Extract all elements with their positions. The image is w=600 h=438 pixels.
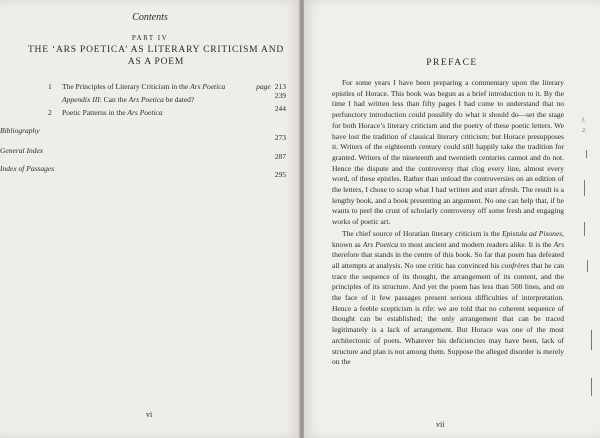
part-label: PART IV — [131, 34, 169, 42]
preface-body — [332, 78, 564, 368]
margin-note: 2. — [582, 128, 587, 134]
paragraph — [332, 229, 564, 368]
toc-entry-title: Index of Passages — [0, 164, 55, 173]
toc-entry — [48, 91, 286, 107]
toc-entry — [48, 104, 286, 120]
toc-entry-page-number: 239 — [274, 91, 286, 100]
toc-entry-page-number: 213 — [274, 82, 286, 91]
toc-entry-title-italic: Ars Poetica — [190, 82, 226, 91]
italic-run: Epistula ad Pisones — [502, 228, 563, 238]
toc-entry-title-text: : Can the — [99, 95, 129, 104]
toc-entry-title-italic: Ars Poetica — [127, 108, 163, 117]
pencil-mark — [591, 378, 592, 396]
toc-entry — [0, 126, 286, 142]
preface-heading: PREFACE — [426, 58, 478, 68]
toc-entry-title — [62, 82, 225, 91]
text-run: The chief source of Horatian literary criticism is the — [342, 228, 502, 238]
toc-entry-title-text: The Principles of Literary Criticism in the — [62, 82, 191, 91]
page-number: vi — [146, 410, 153, 419]
part-title: THE ‘ARS POETICA’ AS LITERARY CRITICISM AND AS A POEM — [27, 45, 285, 67]
text-run: , known as — [332, 228, 564, 249]
italic-run: Ars — [553, 239, 564, 249]
running-head: Contents — [132, 12, 168, 23]
text-run: therefore that stands in the centre of this book. So far that poem has defeated all attempts at analysis. No one critic has convinced his — [332, 250, 564, 270]
text-run: that he can trace the sequence of its thought, the arrangement of its content, and the principles of its structure. And yet the poem has less than 500 lines, and on the face of it few passages present serious difficulties of interpretation. Hence a feeble scepticism is rife: we are told that no coherent sequence of thought can be established; the only arrangement that can be traced legitimately is a lack of arrangement. But Horace was one of the most architectonic of poets. Whatever his deficiencies may have been, lack of structure and plan is not among them. Suppose the alleged disorder is merely on the — [332, 260, 564, 367]
toc-entry-number: 2 — [48, 108, 52, 117]
toc-entry-page — [256, 82, 286, 91]
pencil-mark — [591, 330, 592, 350]
toc-entry-title: General Index — [0, 146, 44, 155]
right-page — [304, 0, 600, 438]
pencil-mark — [584, 222, 585, 236]
italic-run: confrères — [501, 260, 530, 270]
toc-entry-number: 1 — [48, 82, 52, 91]
toc-entry-title-text: be dated? — [163, 95, 195, 104]
text-run: to most ancient and modern readers alike. It is the — [398, 239, 554, 249]
pencil-mark — [584, 180, 585, 196]
toc-entry-page-number: 244 — [274, 104, 286, 113]
toc-entry-page-number: 295 — [274, 170, 286, 179]
toc-entry-title — [62, 108, 163, 117]
toc-entry-title: Bibliography — [0, 126, 40, 135]
toc-entry-page-number: 287 — [274, 152, 286, 161]
margin-note: f. — [582, 118, 586, 124]
toc-entry — [0, 164, 286, 179]
toc-entry-title-text: Poetic Patterns in the — [62, 108, 128, 117]
toc-entry-title-italic: Appendix III — [62, 95, 100, 104]
toc-entry — [48, 82, 286, 94]
italic-run: Ars Poetica — [362, 239, 399, 249]
toc-entry-title — [62, 95, 194, 104]
page-number: vii — [436, 420, 445, 429]
pencil-mark — [587, 260, 588, 272]
page-word: page — [256, 82, 271, 91]
paragraph: For some years I have been preparing a commentary upon the literary epistles of Horace. This book was begun as a brief introduction to it. By the time I had written less than fifty pages I had come to understand that no perfunctory introduction could possibly do what it should do—set the stage for both Horace’s literary criticism and the poetry of these poetic letters. We have lost the tradition of classical literary criticism; but Horace presupposes it. Writers of the eighteenth century could still happily take the tradition for granted. Writers of the nineteenth and twentieth centuries cannot and do not. Hence the dispute and the controversy that clog every line, almost every word, of these epistles. Rather than unload the controversies on an edition of the letters, I chose to scrap what I had written and start afresh. The result is a lengthy book, and a book presenting an argument. No one can help that, if he wants to peel the crust of scholarly controversy off some fresh and engaging works of poetic art. — [332, 78, 564, 227]
toc-entry-page-number: 273 — [274, 133, 286, 142]
toc-entry — [0, 146, 286, 161]
toc-entry-title-italic: Ars Poetica — [128, 95, 164, 104]
pencil-mark — [586, 150, 587, 158]
